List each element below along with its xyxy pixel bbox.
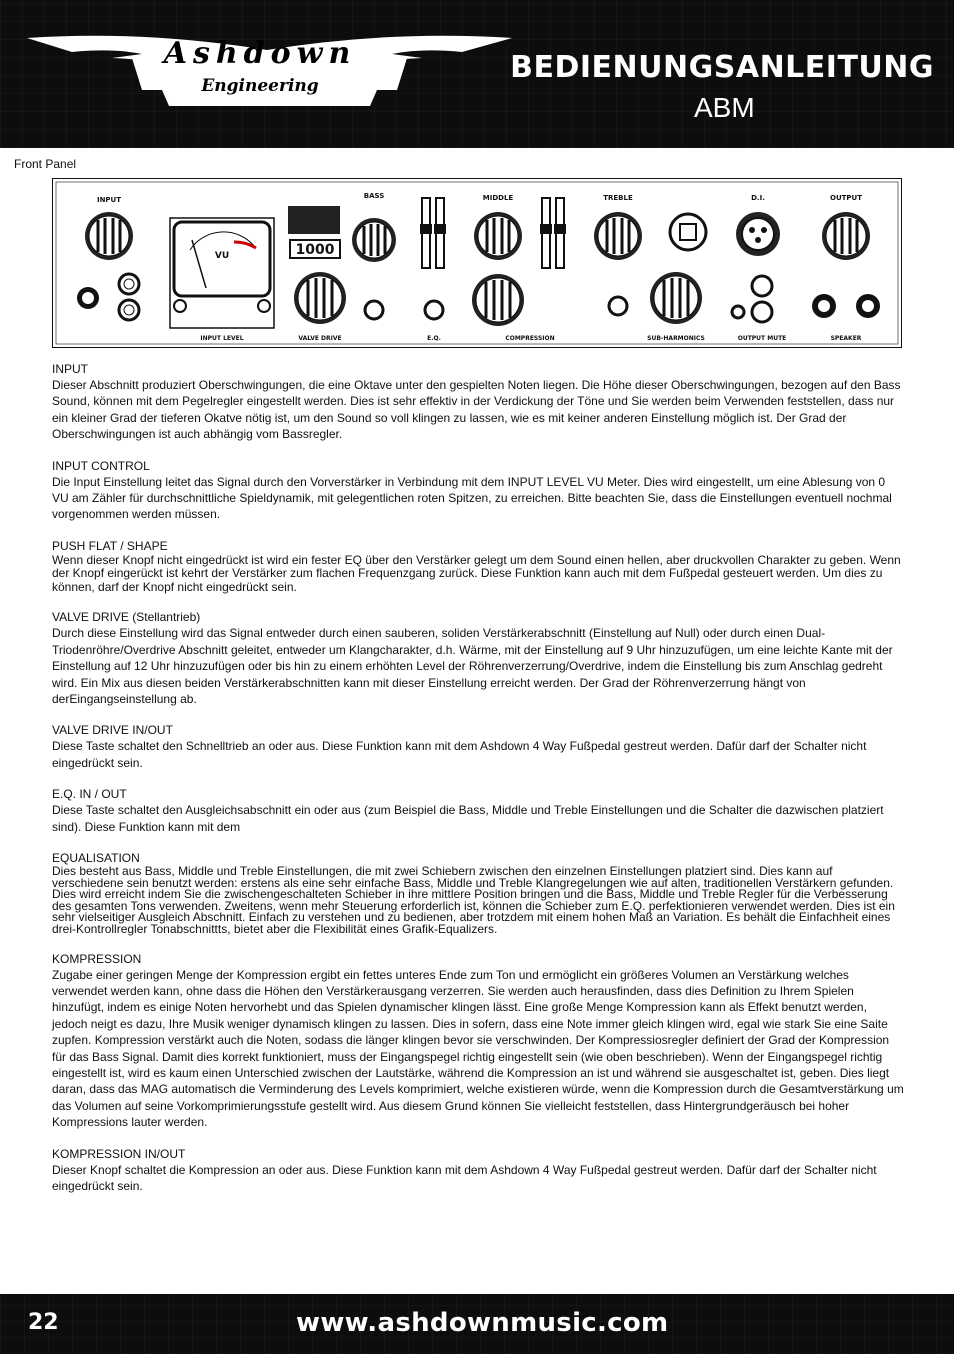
section-title: PUSH FLAT / SHAPE bbox=[52, 538, 168, 553]
section-body: Dieser Abschnitt produziert Oberschwingungen, die eine Oktave unter den gespielten Noten liegen. Die Höhe dieser Oberschwingungen, bezogen auf den Bass Sound, können mit dem Pegelregler eingestellt werden. Dies ist sehr effektiv in der Verdickung der Töne und Sie werden beim Verwenden feststellen, dass nur ein kleiner Grad der tieferen Okatve nötig ist, um den Sound so voll klingen zu lassen, wie es mit keiner anderen Einstellung möglich ist. Der Grad der Oberschwingungen ist auch abhängig vom Bassregler. bbox=[52, 378, 901, 442]
page-subtitle: ABM bbox=[694, 92, 755, 123]
section-body: Zugabe einer geringen Menge der Kompression ergibt ein fettes unteres Ende zum Ton und ermöglicht ein größeres Volumen an Verstärkung welches verwendet werden kann, ohne dass die Höhen den Verstärkerausgang verzerren. Sie werden auch herausfinden, dass dies Definition zu Ihrem Spielen hinzufügt, indem es einige Noten hervorhebt und das Spielen dynamischer klingen lässt. Eine große Menge Kompression kann als Effekt benutzt werden, jedoch neigt es dazu, Ihre Musik weniger dynamisch klingen zu lassen. Dies in sofern, dass eine Note immer gleich klingen wird, egal wie stark Sie eine Saite zupfen. Kompression verstärkt auch die Noten, sodass die länger klingen bevor sie verschwinden. Der Kompressiosregler definiert der Grad der Kompression für das Bass Signal. Damit dies korrekt funktioniert, muss der Eingangspegel richtig eingestellt sein (wie oben beschrieben). Wenn der Eingangspegel richtig eingestellt ist, wird es kaum einen Unterschied zwischen der Lautstärke, während die Kompression an ist und während sie ausgeschaltet ist, geben. Dies liegt daran, dass das MAG automatisch die Verminderung des Levels komprimiert, welche existieren würde, wenn die Kompression durch die Gesamtverstärkung um das Volumen auf seine Vorkomprimierungsstufe gestellt wird. Aus diesem Grund können Sie vielleicht feststellen, dass Hintergrundgeräusch bei hoher Kompressions lauter werden. bbox=[52, 967, 904, 1130]
eq-button bbox=[425, 301, 443, 319]
eq-label: E.Q. bbox=[427, 335, 441, 342]
page-header bbox=[0, 0, 954, 148]
section-input-control bbox=[52, 459, 904, 523]
output-mute-label: OUTPUT MUTE bbox=[737, 335, 787, 342]
sub-harmonics-button bbox=[609, 297, 627, 315]
shape-button bbox=[119, 300, 139, 320]
middle-knob bbox=[474, 212, 522, 260]
logo-wordmark: Ashdown bbox=[163, 36, 357, 71]
section-body: Diese Taste schaltet den Ausgleichsabschnitt ein oder aus (zum Beispiel die Bass, Middle und Treble Einstellungen und die Schalter die dazwischen platziert sind). Diese Funktion kann mit dem bbox=[52, 803, 884, 834]
model-number: 1000 bbox=[295, 242, 335, 258]
valve-drive-knob bbox=[294, 272, 346, 324]
di-xlr-output bbox=[736, 212, 780, 256]
section-input bbox=[52, 362, 904, 443]
section-valve-drive bbox=[52, 610, 904, 707]
page-footer bbox=[0, 1294, 954, 1354]
section-valve-drive-in-out bbox=[52, 723, 904, 771]
page-number: 22 bbox=[28, 1310, 59, 1335]
section-title: EQUALISATION bbox=[52, 851, 140, 865]
power-indicator bbox=[670, 214, 706, 250]
section-kompression bbox=[52, 952, 904, 1131]
input-level-label: INPUT LEVEL bbox=[200, 335, 244, 342]
middle-label: MIDDLE bbox=[482, 194, 514, 202]
section-eq-in-out bbox=[52, 787, 904, 835]
section-title: VALVE DRIVE (Stellantrieb) bbox=[52, 610, 201, 625]
bass-knob bbox=[352, 218, 396, 262]
section-title: INPUT CONTROL bbox=[52, 458, 150, 473]
section-body: Dies besteht aus Bass, Middle und Treble Einstellungen, die mit zwei Schiebern zwischen den einzelnen Einstellungen platziert sind. Dies kann auf verschiedene sein benutzt werden: erstens als eine sehr einfache Bass, Middle und Treble Klangregelungen wie auf alten, traditionellen Verstärkern gefunden. Dies wird erreicht indem Sie die zwischengeschalteten Schieber in ihre mittlere Position bringen und die Bass, Middle und Treble Regler für die Verbesserung des gesamten Tons verwenden. Zweitens, wenn mehr Steuerung erforderlich ist, können die Schieber zum E.Q. perfektionieren verwendet werden. Dies ist ein sehr vielseitiger Ausgleich Abschnitt. Einfach zu verstehen und zu bedienen, aber trotzdem mit einem hohen Maß an Variation. Es behält die Einfachheit eines drei-Kontrollregler Tonabschnittts, bietet aber die Flexibilität eines Grafik-Equalizers. bbox=[52, 864, 895, 936]
section-equalisation bbox=[52, 851, 904, 936]
compression-label: COMPRESSION bbox=[505, 335, 555, 342]
page-title: BEDIENUNGSANLEITUNG bbox=[510, 50, 934, 85]
section-body: Die Input Einstellung leitet das Signal durch den Vorverstärker in Verbindung mit dem INPUT LEVEL VU Meter. Dies wird eingestellt, um eine Ablesung von 0 VU am Zähler für durchschnittliche Spieldynamik, mit gelegentlichen roten Spitzen, zu erreichen. Bitte beachten Sie, dass die Einstellungen eventuell nochmal vorgenommen werden müssen. bbox=[52, 474, 892, 522]
treble-knob bbox=[594, 212, 642, 260]
website-link[interactable]: www.ashdownmusic.com bbox=[296, 1308, 669, 1338]
section-body: Durch diese Einstellung wird das Signal entweder durch einen sauberen, soliden Verstärkerabschnitt (Einstellung auf Null) oder durch einen Dual-Triodenröhre/Overdrive Abschnitt geleitet, entweder um Klangcharakter, d.h. Wärme, mit der Einstellung auf 9 Uhr hinzuzufügen, um eine leichte Kante mit der Einstellung auf 12 Uhr hinzuzufügen oder bis hin zu einem erhöhten Level der Röhrenverzerrung/Overdrive, indem die Einstellung bis zum Anschlag gedreht wird. Ein Mix aus diesen beiden Verstärkerabschnitten kann mit dieser Einstellung erreicht werden. Der Grad der Röhrenverzerrung hängt von derEingangseinstellung ab. bbox=[52, 626, 893, 706]
speaker-label: SPEAKER bbox=[830, 335, 862, 342]
compression-knob bbox=[472, 274, 524, 326]
manual-content bbox=[52, 362, 904, 1210]
sub-harmonics-knob bbox=[650, 272, 702, 324]
section-body: Diese Taste schaltet den Schnelltrieb an oder aus. Diese Funktion kann mit dem Ashdown 4 Way Fußpedal gestreut werden. Dafür darf der Schalter nicht eingedrückt sein. bbox=[52, 739, 867, 770]
section-title: E.Q. IN / OUT bbox=[52, 787, 127, 802]
output-knob bbox=[822, 212, 870, 260]
section-title: INPUT bbox=[52, 362, 88, 376]
input-knob bbox=[85, 212, 133, 260]
section-title: KOMPRESSION IN/OUT bbox=[52, 1146, 186, 1161]
section-push-flat-shape bbox=[52, 539, 904, 595]
front-panel-diagram bbox=[52, 178, 902, 348]
section-body: Dieser Knopf schaltet die Kompression an oder aus. Diese Funktion kann mit dem Ashdown 4 Way Fußpedal gestreut werden. Dafür darf der Schalter nicht eingedrückt sein. bbox=[52, 1162, 877, 1194]
vu-meter bbox=[170, 218, 274, 328]
di-label: D.I. bbox=[751, 194, 765, 202]
logo-subtext: Engineering bbox=[201, 76, 319, 96]
valve-drive-label: VALVE DRIVE bbox=[298, 335, 342, 342]
input-jack bbox=[77, 287, 99, 309]
treble-label: TREBLE bbox=[603, 194, 633, 202]
valve-drive-button bbox=[365, 301, 383, 319]
section-kompression-in-out bbox=[52, 1147, 904, 1195]
figure-caption: Front Panel bbox=[14, 157, 77, 171]
output-label: OUTPUT bbox=[830, 194, 862, 202]
input-label: INPUT bbox=[96, 196, 122, 204]
vu-label: VU bbox=[214, 251, 230, 261]
section-title: VALVE DRIVE IN/OUT bbox=[52, 723, 173, 738]
push-flat-button bbox=[119, 274, 139, 294]
bass-label: BASS bbox=[363, 192, 385, 200]
section-title: KOMPRESSION bbox=[52, 951, 142, 966]
section-body: Wenn dieser Knopf nicht eingedrückt ist wird ein fester EQ über den Verstärker gelegt um dem Sound einen hellen, aber druckvollen Charakter zu geben. Wenn der Knopf eingerückt ist kehrt der Verstärker zum flachen Frequenzgang zurück. Diese Funktion kann auch mit dem Fußpedal gesteuert werden. Um dies zu können, darf der Knopf nicht eingedrückt sein. bbox=[52, 552, 901, 594]
sub-harmonics-label: SUB-HARMONICS bbox=[647, 335, 705, 342]
